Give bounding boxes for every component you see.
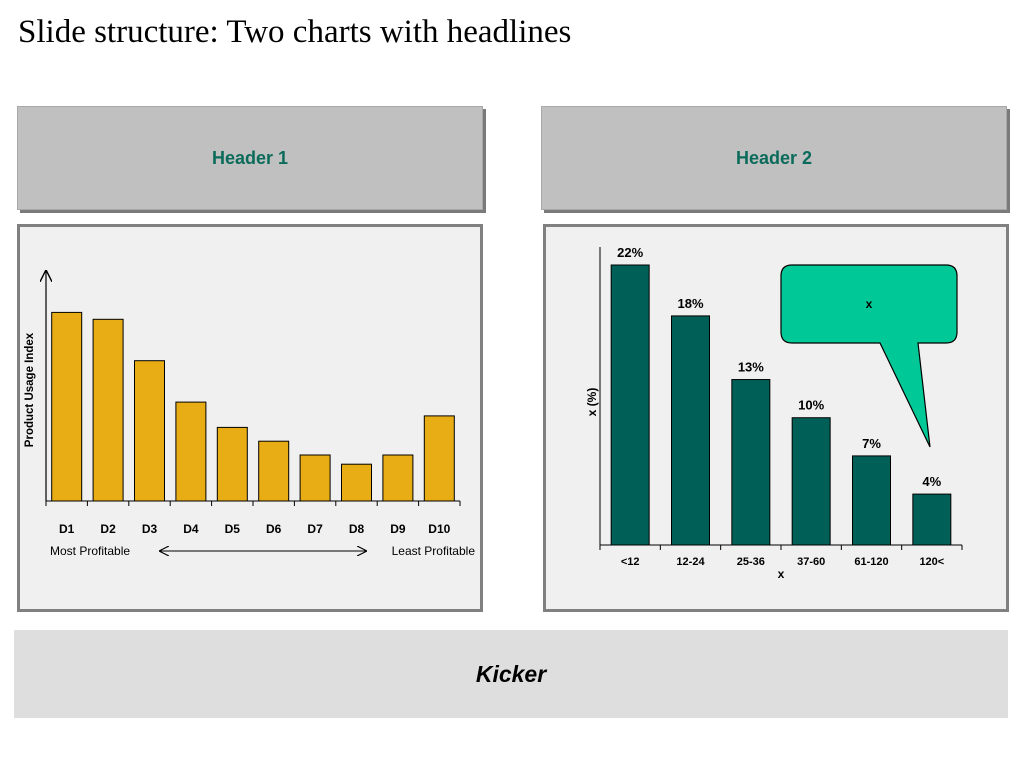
chart-1-x-tick-label: D5 [224, 522, 240, 536]
chart-1-bar [383, 455, 413, 501]
chart-2-bar [732, 380, 770, 545]
chart-2-callout-text: x [865, 297, 873, 311]
chart-2-x-tick-label: 12-24 [676, 556, 705, 568]
chart-1-least-profitable-label: Least Profitable [391, 544, 475, 558]
chart-1-panel [17, 224, 483, 612]
chart-2-panel [543, 224, 1009, 612]
chart-2-bar [611, 265, 649, 545]
chart-1-x-tick-label: D2 [100, 522, 116, 536]
chart-1-x-tick-label: D6 [266, 522, 282, 536]
chart-1-bar [259, 441, 289, 501]
chart-2-data-label: 10% [798, 397, 825, 413]
chart-1-x-tick-label: D7 [307, 522, 323, 536]
chart-1-y-axis-label: Product Usage Index [24, 332, 36, 448]
chart-1-bar [342, 464, 372, 501]
header-2-text: Header 2 [735, 147, 813, 168]
chart-2-x-tick-label: <12 [620, 556, 640, 568]
chart-2-bar [853, 456, 891, 545]
kicker-bar [14, 630, 1008, 718]
chart-1-x-tick-label: D1 [59, 522, 75, 536]
chart-2-data-label: 18% [677, 295, 704, 311]
chart-2-data-label: 22% [617, 245, 644, 260]
chart-1-most-profitable-label: Most Profitable [50, 544, 131, 558]
chart-2-bar [672, 316, 710, 545]
chart-1-x-tick-label: D4 [183, 522, 199, 536]
chart-2-y-axis-label: x (%) [585, 387, 599, 417]
chart-2-x-tick-label: 120< [919, 556, 945, 568]
chart-1-svg [20, 227, 480, 609]
chart-1-bar [217, 427, 247, 501]
chart-2-bar [913, 494, 951, 545]
chart-1-bar [300, 455, 330, 501]
chart-1-bar [424, 416, 454, 501]
chart-1-x-tick-label: D3 [141, 522, 158, 536]
header-1-text: Header 1 [211, 147, 289, 168]
chart-2-data-label: 4% [922, 474, 942, 490]
chart-1-x-tick-label: D9 [390, 522, 406, 536]
chart-2-data-label: 13% [737, 359, 764, 375]
chart-2-bar [792, 418, 830, 545]
header-1-box [17, 106, 483, 210]
header-2-box [541, 106, 1007, 210]
chart-1-bar [176, 402, 206, 501]
chart-1-bar [93, 319, 123, 501]
slide-title: Slide structure: Two charts with headlines [18, 14, 572, 50]
chart-1-x-tick-label: D8 [348, 522, 365, 536]
chart-2-data-label: 7% [862, 435, 881, 451]
chart-1-bar [52, 312, 82, 501]
chart-2-svg [546, 227, 1006, 609]
chart-2-x-tick-label: 37-60 [797, 556, 826, 568]
kicker-text: Kicker [475, 660, 547, 687]
chart-1-bar [135, 361, 165, 501]
chart-2-x-tick-label: 25-36 [736, 556, 765, 568]
chart-2-x-tick-label: 61-120 [854, 556, 889, 568]
chart-2-x-axis-label: x [777, 567, 785, 581]
chart-1-x-tick-label: D10 [428, 522, 451, 536]
